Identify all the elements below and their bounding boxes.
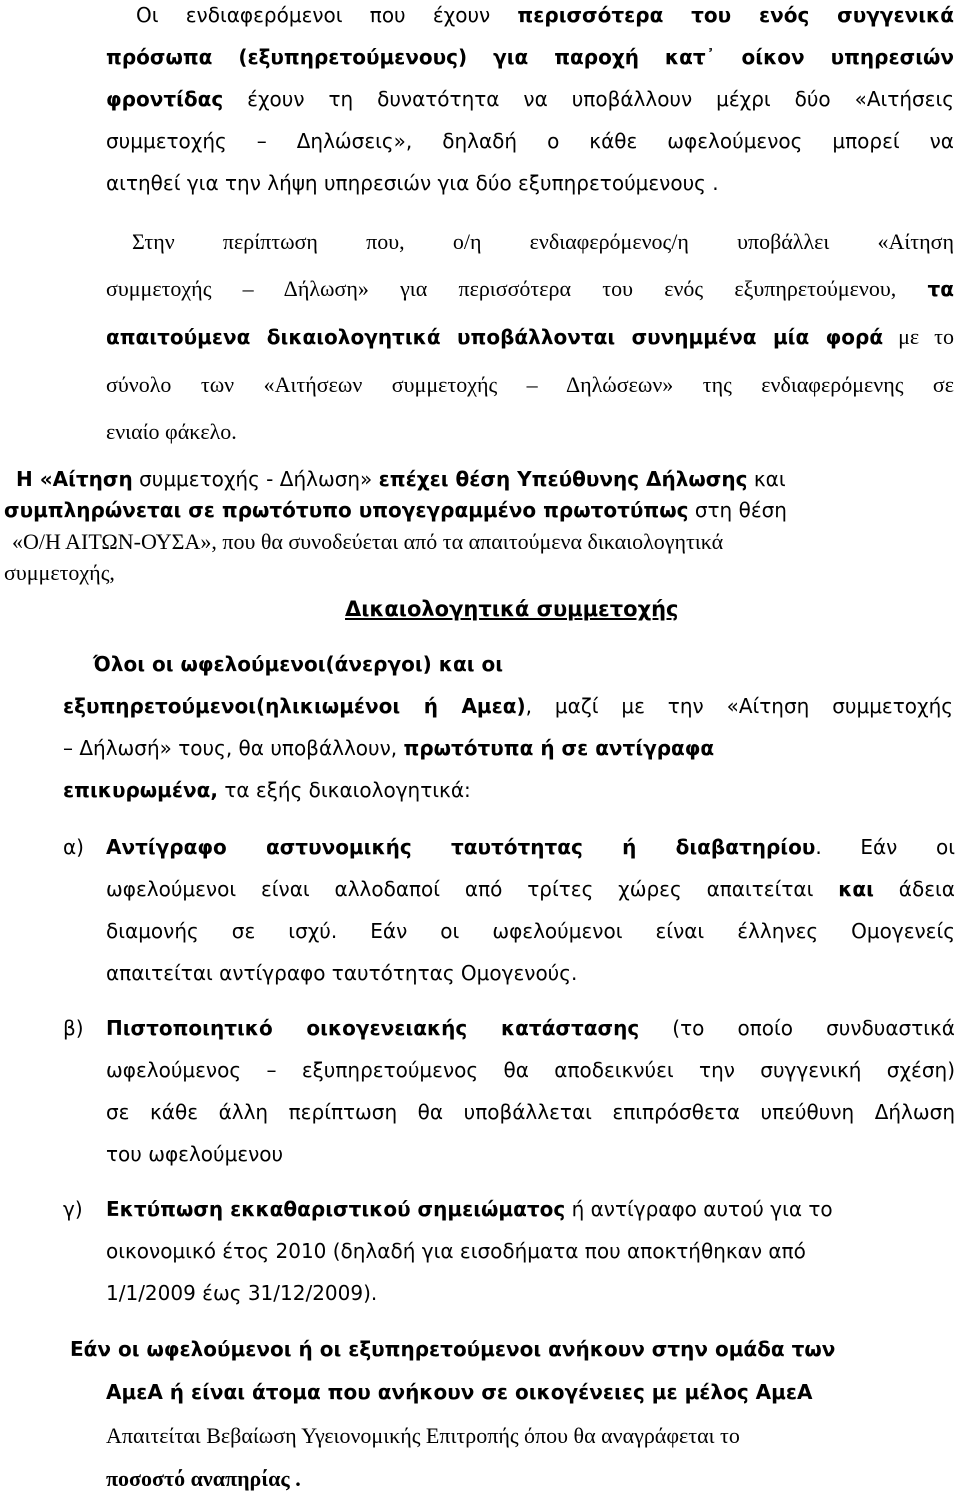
- para5-bold-text: Εάν οι ωφελούμενοι ή οι εξυπηρετούμενοι ανήκουν στην ομάδα των: [70, 1337, 836, 1361]
- list-item-body: [106, 826, 955, 994]
- item-a-line-2: [106, 868, 955, 910]
- para4-line-2: [63, 685, 953, 727]
- intro-text: έχουν τη δυνατότητα να υποβάλλουν μέχρι δύο «Αιτήσεις: [223, 87, 954, 111]
- para5-bold-text: ποσοστό αναπηρίας .: [106, 1466, 301, 1491]
- intro-line-5: αιτηθεί για την λήψη υπηρεσιών για δύο εξυπηρετούμενους .: [106, 171, 719, 195]
- para2-line-1: Στην περίπτωση που, ο/η ενδιαφερόμενος/η υποβάλλει «Αίτηση: [132, 229, 954, 254]
- para4-bold-text: εξυπηρετούμενοι(ηλικιωμένοι ή Αμεα): [63, 694, 526, 718]
- para4-bold-text: επικυρωμένα,: [63, 778, 218, 802]
- para3-line-3: «Ο/Η ΑΙΤΩΝ-ΟΥΣΑ», που θα συνοδεύεται από τα απαιτούμενα δικαιολογητικά: [12, 529, 724, 554]
- multiple-applications-paragraph: [106, 218, 954, 455]
- para2-line-3: [106, 313, 954, 361]
- item-text: . Εάν οι: [815, 835, 955, 859]
- item-b-line-3: σε κάθε άλλη περίπτωση θα υποβάλλεται επιπρόσθετα υπεύθυνη Δήλωση: [106, 1100, 955, 1124]
- section-heading-text: Δικαιολογητικά συμμετοχής: [345, 597, 679, 621]
- para2-text: συμμετοχής – Δήλωση» για περισσότερα του ενός εξυπηρετούμενου,: [106, 276, 928, 301]
- para2-text: με το: [883, 324, 954, 349]
- item-a-line-3: διαμονής σε ισχύ. Εάν οι ωφελούμενοι είναι έλληνες Ομογενείς: [106, 919, 955, 943]
- item-a-line-1: [106, 826, 955, 868]
- item-bold-text: και: [838, 877, 874, 901]
- intro-line-3: [106, 78, 954, 120]
- item-c-line-1: [106, 1188, 955, 1230]
- intro-bold-text: περισσότερα του ενός συγγενικά: [517, 3, 955, 27]
- item-b-line-4: του ωφελούμενου: [106, 1142, 284, 1166]
- intro-paragraph: [106, 0, 954, 204]
- intro-line-2: [106, 36, 954, 78]
- intro-bold-text: πρόσωπα (εξυπηρετούμενους) για παροχή κατ᾽ οίκον υπηρεσιών: [106, 45, 954, 69]
- para3-bold-text: συμπληρώνεται σε πρωτότυπο υπογεγραμμένο πρωτοτύπως: [4, 498, 689, 522]
- list-item-body: [106, 1188, 955, 1314]
- para5-bold-text: ΑμεΑ ή είναι άτομα που ανήκουν σε οικογένειες με μέλος ΑμεΑ: [106, 1380, 813, 1404]
- item-bold-text: Αντίγραφο αστυνομικής ταυτότητας ή διαβατηρίου: [106, 835, 816, 859]
- para5-line-4: [70, 1457, 955, 1500]
- para3-text: και: [747, 467, 786, 491]
- para2-line-5: ενιαίο φάκελο.: [106, 419, 237, 444]
- intro-line-1: [106, 0, 954, 36]
- item-c-line-2: οικονομικό έτος 2010 (δηλαδή για εισοδήματα που αποκτήθηκαν από: [106, 1239, 806, 1263]
- item-text: (το οποίο συνδυαστικά: [639, 1016, 955, 1040]
- list-item-label: β): [63, 1016, 84, 1040]
- para4-bold-text: Όλοι οι ωφελούμενοι(άνεργοι) και οι: [93, 652, 503, 676]
- item-a-line-4: απαιτείται αντίγραφο ταυτότητας Ομογενούς.: [106, 961, 578, 985]
- item-bold-text: Πιστοποιητικό οικογενειακής κατάστασης: [106, 1016, 640, 1040]
- documents-intro-paragraph: [63, 643, 953, 811]
- list-item-label: α): [63, 835, 84, 859]
- para5-line-2: [70, 1371, 955, 1414]
- para4-text: τα εξής δικαιολογητικά:: [217, 778, 471, 802]
- para3-line-2: [4, 495, 956, 526]
- item-bold-text: Εκτύπωση εκκαθαριστικού σημειώματος: [106, 1197, 566, 1221]
- para3-line-1: [4, 464, 956, 495]
- para4-line-4: [63, 769, 953, 811]
- para3-bold-text: επέχει θέση Υπεύθυνης Δήλωσης: [378, 467, 748, 491]
- list-item: [63, 1188, 955, 1314]
- para2-line-4: σύνολο των «Αιτήσεων συμμετοχής – Δηλώσεων» της ενδιαφερόμενης σε: [106, 372, 954, 397]
- section-heading: [345, 594, 679, 624]
- para3-text: συμμετοχής - Δήλωση»: [132, 467, 379, 491]
- item-c-line-3: 1/1/2009 έως 31/12/2009).: [106, 1281, 378, 1305]
- list-item: [63, 1007, 955, 1175]
- list-item-body: [106, 1007, 955, 1175]
- list-item-label: γ): [63, 1197, 83, 1221]
- disability-paragraph: [70, 1328, 955, 1500]
- para3-line-4: συμμετοχής,: [4, 560, 115, 585]
- item-b-line-2: ωφελούμενος – εξυπηρετούμενος θα αποδεικνύει την συγγενική σχέση): [106, 1058, 955, 1082]
- para4-line-3: [63, 727, 953, 769]
- para3-text: στη θέση: [688, 498, 787, 522]
- list-item: [63, 826, 955, 994]
- para4-text: , μαζί με την «Αίτηση συμμετοχής: [525, 694, 953, 718]
- para3-bold-text: Η «Αίτηση: [16, 467, 133, 491]
- item-text: ή αντίγραφο αυτού για το: [565, 1197, 833, 1221]
- intro-bold-text: φροντίδας: [106, 87, 224, 111]
- item-text: ωφελούμενοι είναι αλλοδαποί από τρίτες χώρες απαιτείται: [106, 877, 839, 901]
- intro-line-4: συμμετοχής – Δηλώσεις», δηλαδή ο κάθε ωφελούμενος μπορεί να: [106, 129, 954, 153]
- para2-bold-text: απαιτούμενα δικαιολογητικά υποβάλλονται συνημμένα μία φορά: [106, 325, 884, 349]
- para5-line-1: [70, 1328, 955, 1371]
- para2-bold-text: τα: [927, 277, 954, 301]
- item-text: άδεια: [873, 877, 955, 901]
- item-b-line-1: [106, 1007, 955, 1049]
- responsible-declaration-paragraph: [4, 464, 956, 588]
- para4-text: – Δήλωσή» τους, θα υποβάλλουν,: [63, 736, 404, 760]
- para5-line-3: Απαιτείται Βεβαίωση Υγειονομικής Επιτροπής όπου θα αναγράφεται το: [106, 1423, 740, 1448]
- para4-line-1: [63, 643, 953, 685]
- intro-text: Οι ενδιαφερόμενοι που έχουν: [136, 3, 518, 27]
- para2-line-2: [106, 265, 954, 313]
- para4-bold-text: πρωτότυπα ή σε αντίγραφα: [403, 736, 715, 760]
